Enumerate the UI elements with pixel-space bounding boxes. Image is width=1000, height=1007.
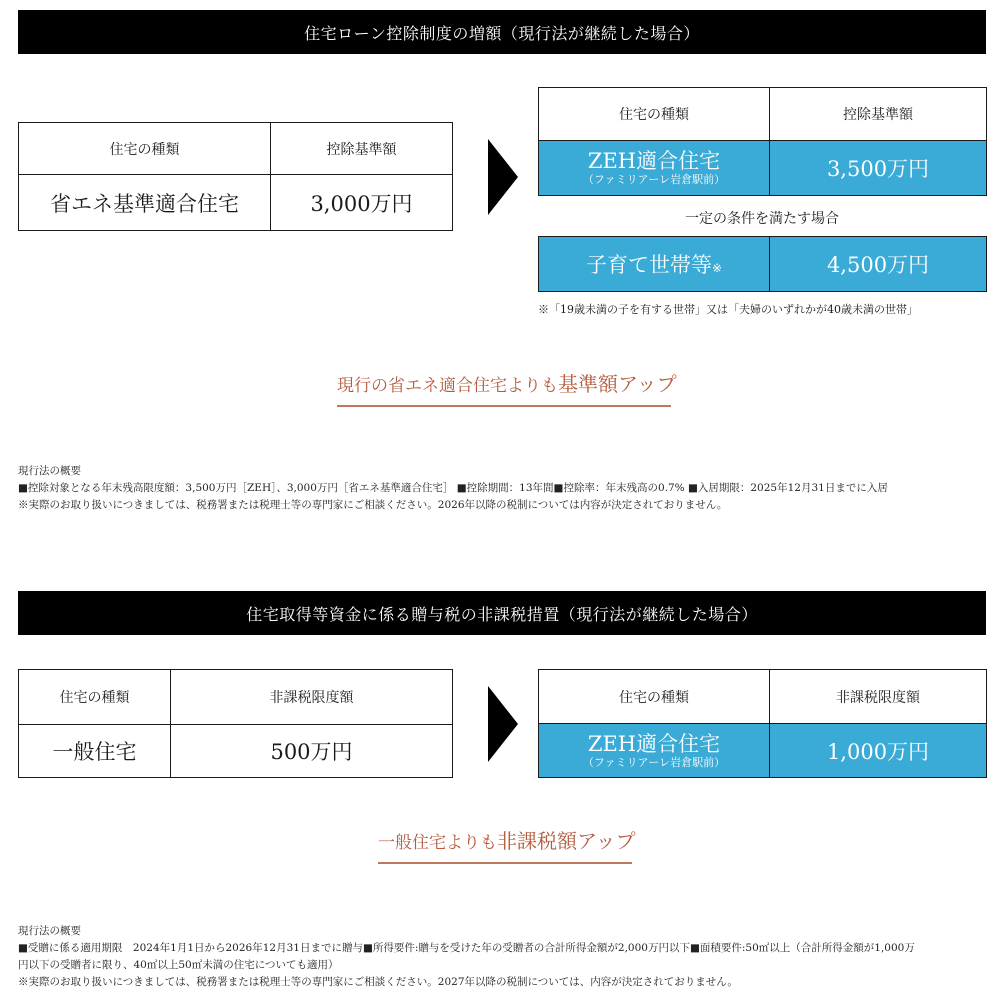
section1-new-header-type: 住宅の種類	[539, 88, 770, 141]
section1-title: 住宅ローン控除制度の増額（現行法が継続した場合）	[304, 23, 700, 43]
section1-highlight-pre: 現行の省エネ適合住宅よりも	[337, 376, 558, 396]
section1-child-table	[538, 236, 987, 292]
section1-current-header-type: 住宅の種類	[19, 123, 271, 175]
section1-child-mark: ※	[711, 261, 723, 275]
section2-highlight-pre: 一般住宅よりも	[378, 833, 497, 853]
section1-highlight	[337, 368, 677, 407]
section1-child-type: 子育て世帯等	[585, 253, 712, 277]
section1-notes-title: 現行法の概要	[18, 465, 81, 477]
section2-title: 住宅取得等資金に係る贈与税の非課税措置（現行法が継続した場合）	[246, 604, 758, 624]
section2-new-header-type: 住宅の種類	[539, 670, 770, 724]
section1-notes	[18, 463, 988, 514]
section2-highlight-em: 非課税額アップ	[497, 829, 636, 853]
section1-current-type: 省エネ基準適合住宅	[19, 175, 271, 231]
section2-highlight	[378, 825, 636, 864]
section2-zeh-amount: 1,000万円	[770, 724, 987, 778]
section2-notes-line3: ※実際のお取り扱いにつきましては、税務署または税理士等の専門家にご相談ください。2027年以降の税制については、内容が決定されておりません。	[18, 976, 738, 988]
section1-notes-line2: ※実際のお取り扱いにつきましては、税務署または税理士等の専門家にご相談ください。2026年以降の税制については内容が決定されておりません。	[18, 499, 728, 511]
section1-highlight-em: 基準額アップ	[558, 372, 677, 396]
section1-zeh-sub: （ファミリアーレ岩倉駅前）	[582, 173, 726, 186]
section2-current-header-type: 住宅の種類	[19, 670, 171, 725]
section2-title-bar	[18, 591, 986, 635]
section1-zeh-type: ZEH適合住宅	[587, 149, 721, 173]
section2-current-header-amount: 非課税限度額	[171, 670, 453, 725]
section1-current-table	[18, 122, 453, 231]
section1-zeh-cell	[539, 141, 770, 196]
section1-child-amount: 4,500万円	[770, 237, 987, 292]
section1-arrow-icon	[488, 139, 518, 215]
section2-zeh-type: ZEH適合住宅	[587, 731, 721, 756]
section2-current-type: 一般住宅	[19, 725, 171, 778]
section2-notes	[18, 923, 988, 991]
section1-current-amount: 3,000万円	[271, 175, 453, 231]
section2-new-header-amount: 非課税限度額	[770, 670, 987, 724]
section2-zeh-sub: （ファミリアーレ岩倉駅前）	[582, 755, 726, 769]
section2-current-amount: 500万円	[171, 725, 453, 778]
section2-new-table	[538, 669, 987, 778]
section1-footnote: ※「19歳未満の子を有する世帯」又は「夫婦のいずれかが40歳未満の世帯」	[538, 303, 918, 316]
section2-notes-title: 現行法の概要	[18, 925, 81, 937]
section1-notes-line1: ■控除対象となる年末残高限度額：3,500万円［ZEH］、3,000万円［省エネ基準適合住宅］ ■控除期間：13年間■控除率：年末残高の0.7% ■入居期限：2025年12月31日までに入居	[18, 482, 888, 494]
section1-new-header-amount: 控除基準額	[770, 88, 987, 141]
section2-current-table	[18, 669, 453, 778]
section2-notes-line2: 円以下の受贈者に限り、40㎡以上50㎡未満の住宅についても適用）	[18, 959, 339, 971]
section1-condition-label: 一定の条件を満たす場合	[685, 211, 839, 227]
section1-current-header-amount: 控除基準額	[271, 123, 453, 175]
section1-title-bar	[18, 10, 986, 54]
section1-new-table	[538, 87, 987, 196]
section1-child-type-cell	[539, 237, 770, 292]
section2-arrow-icon	[488, 686, 518, 762]
section1-zeh-amount: 3,500万円	[770, 141, 987, 196]
section2-zeh-cell	[539, 724, 770, 778]
section2-notes-line1: ■受贈に係る適用期限 2024年1月1日から2026年12月31日までに贈与■所得要件:贈与を受けた年の受贈者の合計所得金額が2,000万円以下■面積要件:50㎡以上（合計所得金額が1,000万	[18, 942, 915, 954]
